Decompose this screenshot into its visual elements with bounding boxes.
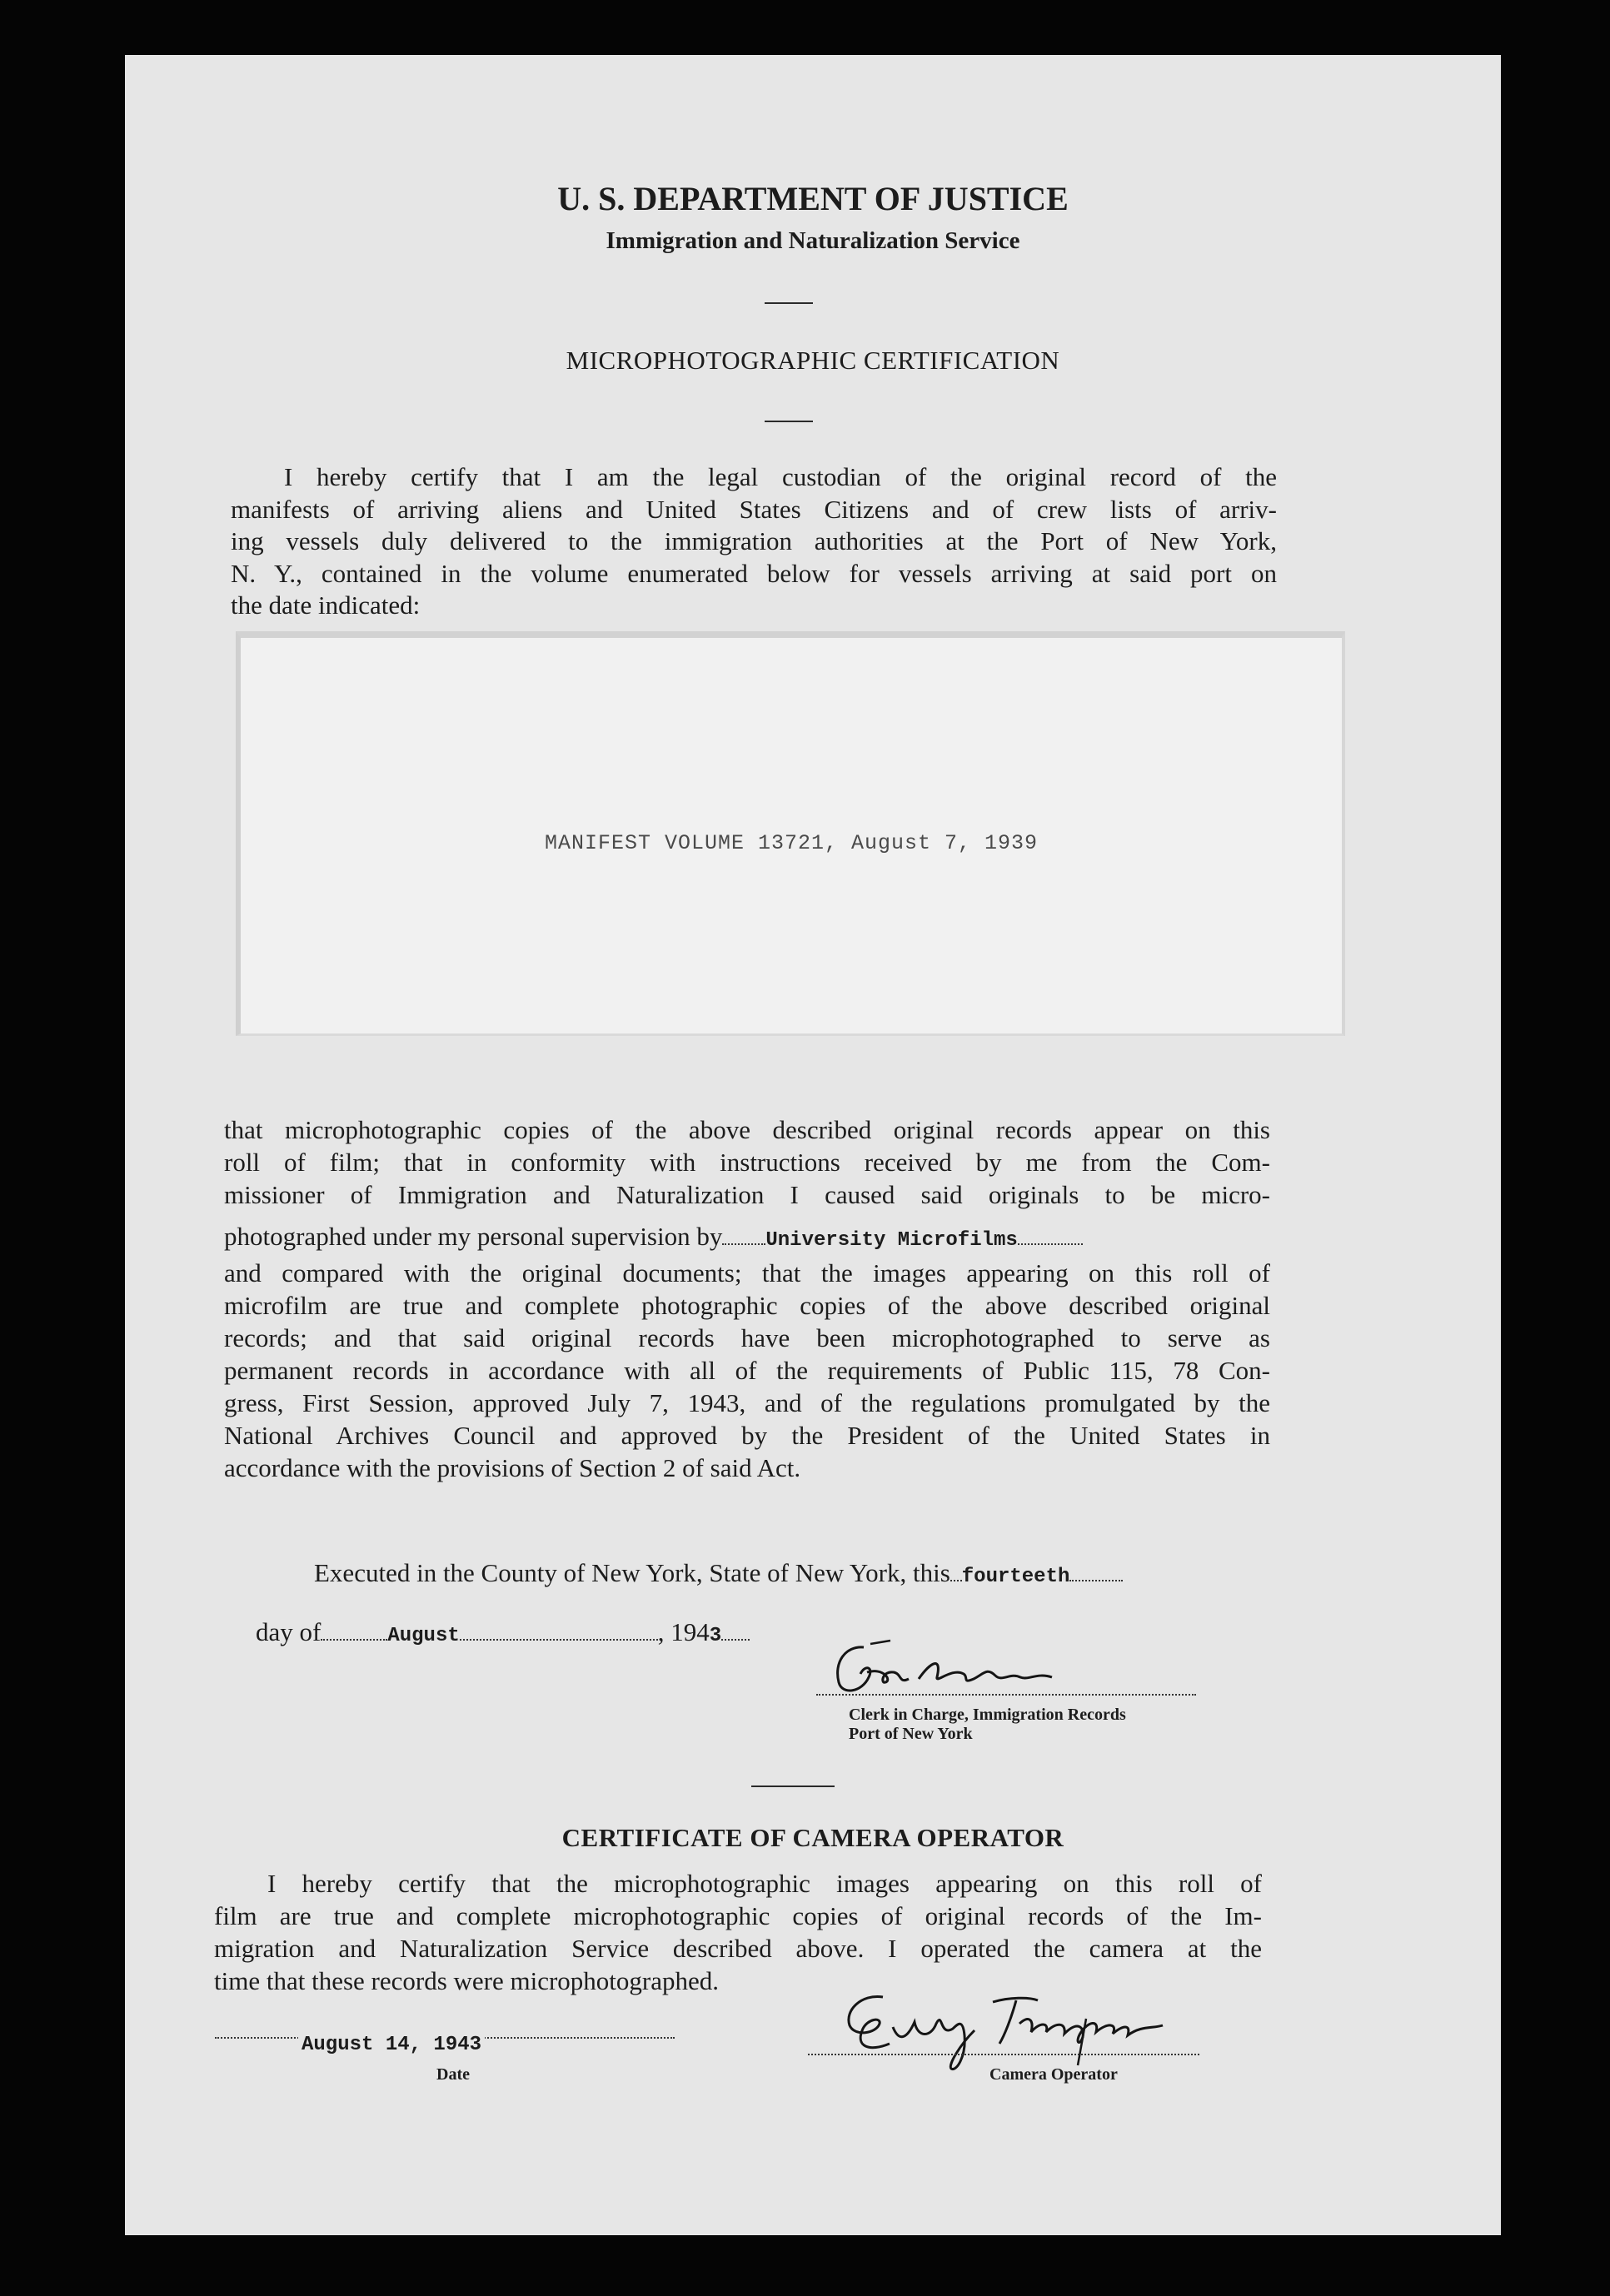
body-paragraph bbox=[224, 1113, 1270, 1484]
text-line: permanent records in accordance with all of the requirements of Public 115, 78 Con- bbox=[224, 1356, 1270, 1385]
text-line: National Archives Council and approved by the President of the United States in bbox=[224, 1421, 1270, 1450]
manifest-label: MANIFEST VOLUME 13721, August 7, 1939 bbox=[544, 831, 1039, 855]
dotted-fill bbox=[1069, 1580, 1123, 1581]
agency-heading: U. S. DEPARTMENT OF JUSTICE bbox=[557, 180, 1069, 217]
dotted-fill bbox=[721, 1639, 750, 1641]
clerk-title bbox=[849, 1706, 1126, 1744]
dotted-fill bbox=[722, 1243, 765, 1245]
text-line: and compared with the original documents; that the images appearing on this roll of bbox=[224, 1258, 1270, 1287]
text-line: roll of film; that in conformity with instructions received by me from the Com- bbox=[224, 1148, 1270, 1177]
supervision-line bbox=[224, 1220, 1270, 1257]
certificate-page bbox=[125, 55, 1501, 2235]
camera-certificate-title: CERTIFICATE OF CAMERA OPERATOR bbox=[561, 1823, 1064, 1852]
operator-signature-line bbox=[808, 2054, 1199, 2055]
text-line: film are true and complete microphotographic copies of original records of the Im- bbox=[214, 1901, 1262, 1930]
text-line: records; and that said original records have been microphotographed to serve as bbox=[224, 1323, 1270, 1352]
dotted-fill bbox=[460, 1639, 658, 1641]
text-line: I hereby certify that the microphotographic images appearing on this roll of bbox=[267, 1869, 1262, 1898]
divider bbox=[765, 302, 813, 304]
text-line: time that these records were microphotographed. bbox=[214, 1966, 719, 1995]
text-line: gress, First Session, approved July 7, 1943, and of the regulations promulgated by the bbox=[224, 1388, 1270, 1417]
clerk-signature-line bbox=[816, 1694, 1196, 1696]
clerk-title-line: Clerk in Charge, Immigration Records bbox=[849, 1706, 1126, 1724]
clerk-office-line: Port of New York bbox=[849, 1725, 973, 1743]
divider bbox=[751, 1786, 835, 1787]
operator-signature-graphic bbox=[831, 1985, 1181, 2077]
text-line: I hereby certify that I am the legal custodian of the original record of the bbox=[284, 462, 1277, 491]
text-line: manifests of arriving aliens and United States Citizens and of crew lists of arriv- bbox=[231, 494, 1277, 524]
day-of-label: day of bbox=[256, 1617, 322, 1646]
intro-paragraph bbox=[231, 461, 1277, 622]
day-value: fourteeth bbox=[961, 1566, 1070, 1588]
microfilm-company-value: University Microfilms bbox=[765, 1229, 1018, 1252]
text-line: N. Y., contained in the volume enumerated below for vessels arriving at said port on bbox=[231, 558, 1277, 588]
date-value: August 14, 1943 bbox=[298, 2034, 485, 2057]
text-line: microfilm are true and complete photographic copies of the above described original bbox=[224, 1291, 1270, 1320]
text-line: migration and Naturalization Service described above. I operated the camera at the bbox=[214, 1934, 1262, 1963]
divider bbox=[765, 421, 813, 422]
operator-signature bbox=[831, 1985, 1181, 2077]
executed-text: Executed in the County of New York, State of New York, this bbox=[314, 1558, 950, 1587]
date-label: Date bbox=[436, 2065, 470, 2084]
manifest-slip bbox=[236, 631, 1345, 1036]
day-of-line bbox=[256, 1616, 750, 1652]
year-prefix: , 194 bbox=[657, 1617, 710, 1646]
executed-line bbox=[314, 1556, 1123, 1593]
year-digit-value: 3 bbox=[709, 1625, 722, 1647]
text-line: the date indicated: bbox=[231, 590, 421, 620]
certification-title: MICROPHOTOGRAPHIC CERTIFICATION bbox=[566, 346, 1060, 375]
text-line: that microphotographic copies of the above described original records appear on this bbox=[224, 1115, 1270, 1144]
dotted-fill bbox=[1018, 1243, 1083, 1245]
dotted-fill bbox=[950, 1580, 962, 1581]
service-subheading: Immigration and Naturalization Service bbox=[606, 227, 1020, 254]
text-line: missioner of Immigration and Naturalization I caused said originals to be micro- bbox=[224, 1180, 1270, 1209]
text-line: ing vessels duly delivered to the immigration authorities at the Port of New York, bbox=[231, 526, 1277, 555]
camera-paragraph bbox=[214, 1867, 1262, 1997]
text-line: accordance with the provisions of Section 2 of said Act. bbox=[224, 1453, 801, 1482]
text-line: photographed under my personal supervision by bbox=[224, 1222, 723, 1251]
operator-label: Camera Operator bbox=[989, 2065, 1118, 2084]
month-value: August bbox=[387, 1625, 460, 1647]
dotted-fill bbox=[321, 1639, 387, 1641]
